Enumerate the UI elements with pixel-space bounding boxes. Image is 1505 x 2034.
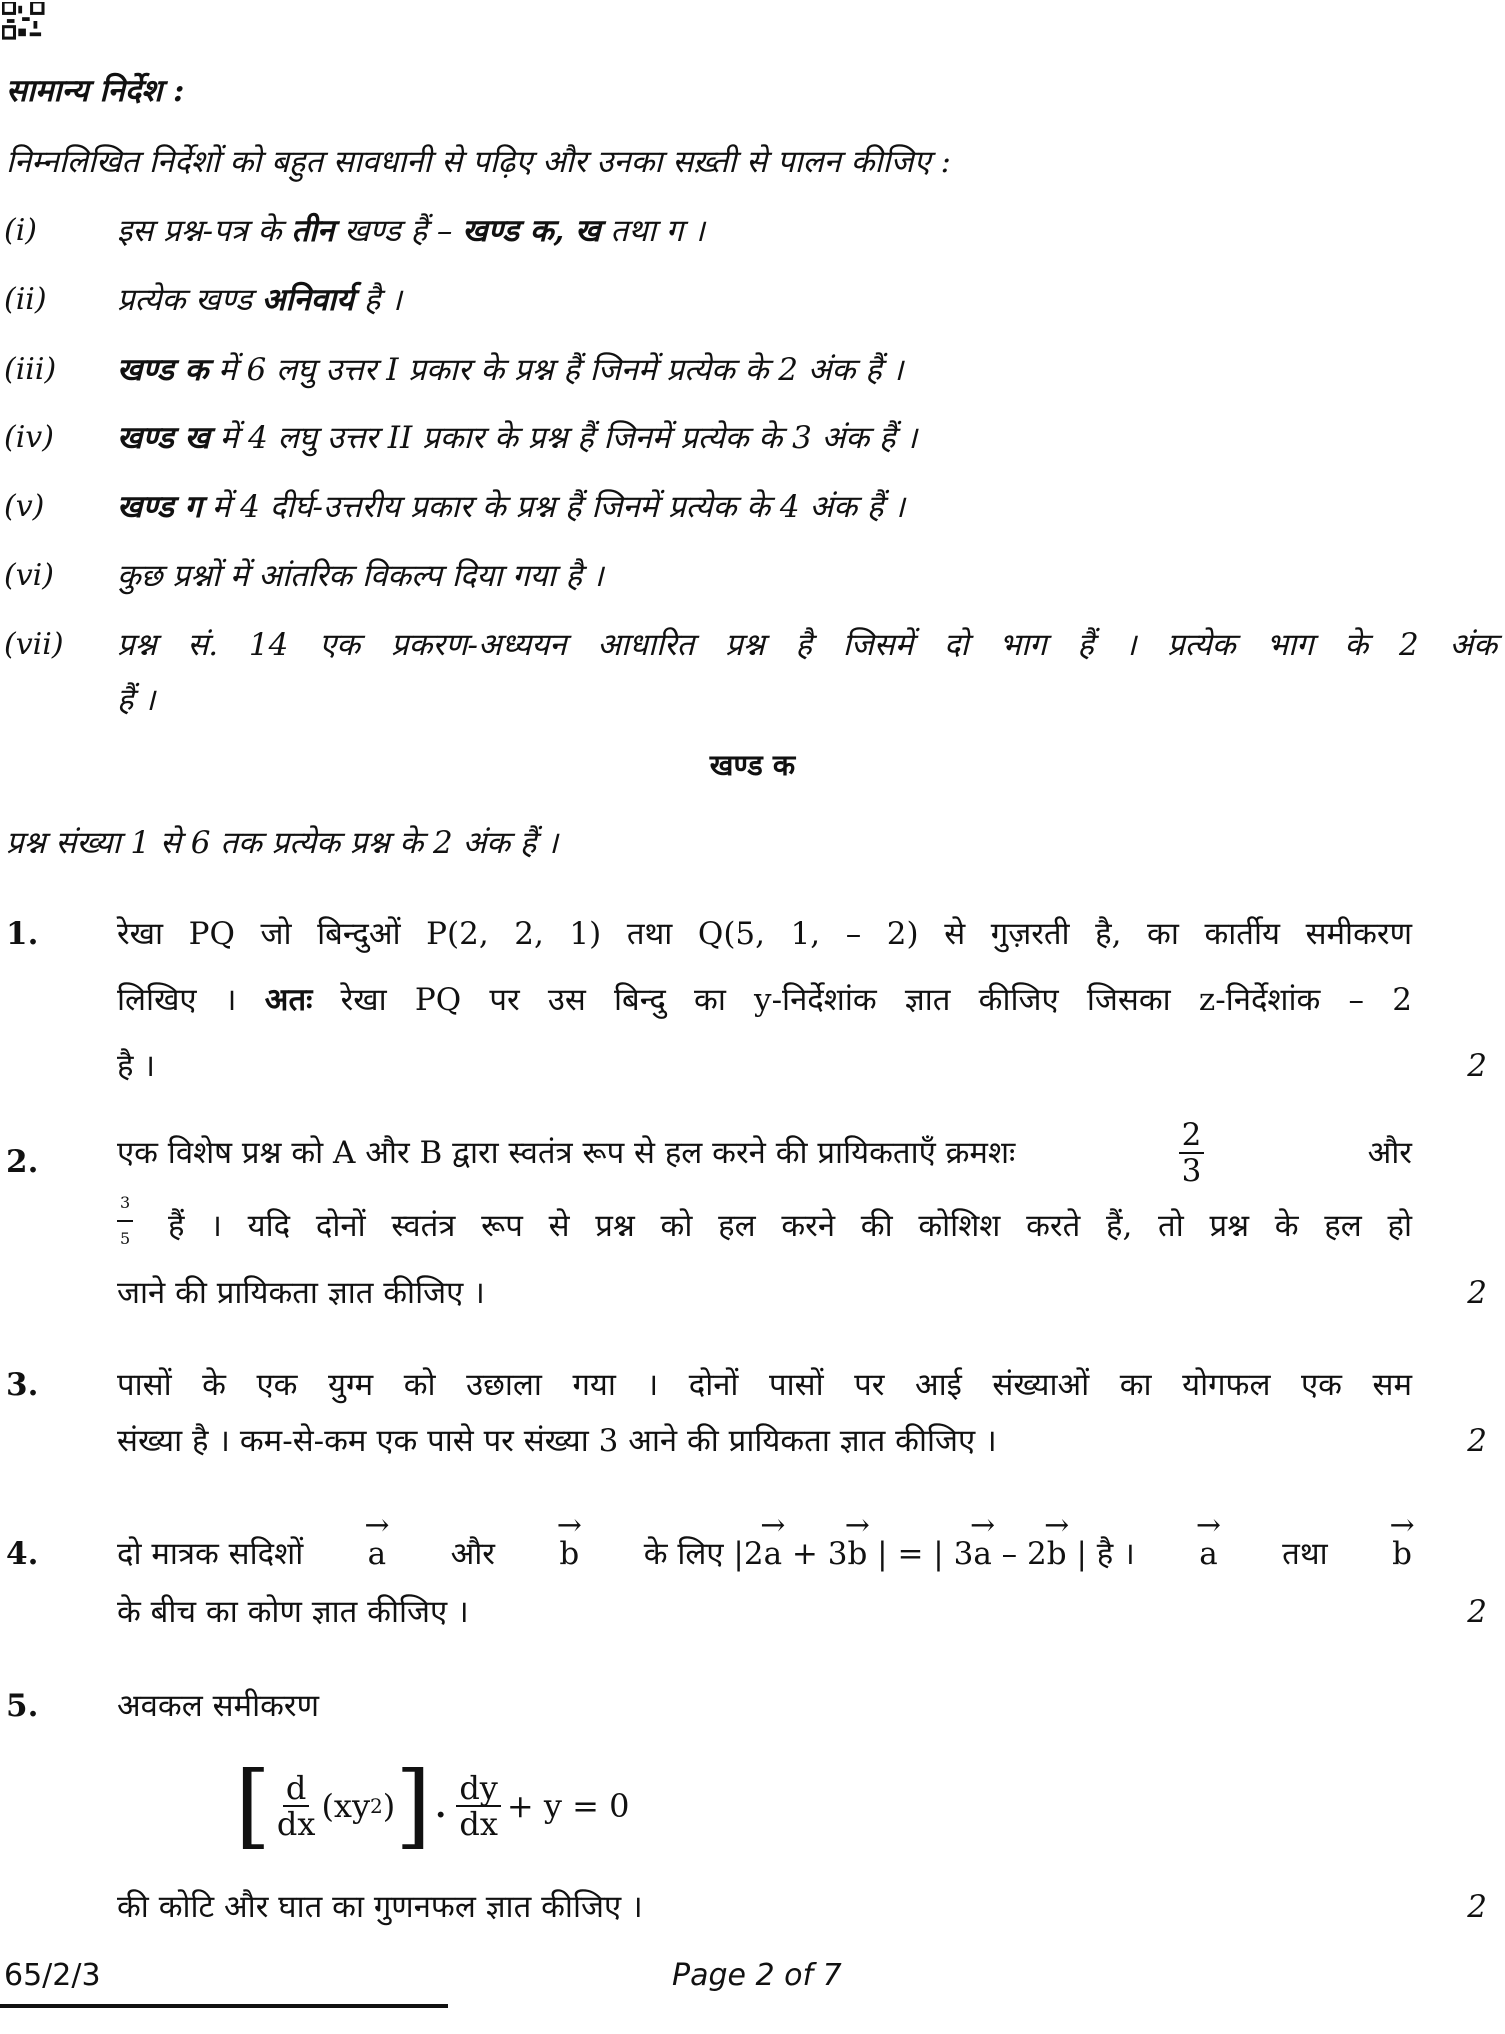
marks: 2 [1467,1048,1487,1084]
marks: 2 [1467,1275,1487,1311]
qr-code-icon [2,2,46,40]
marks: 2 [1467,1889,1487,1925]
footer-rule [0,2004,448,2008]
page-number: Page 2 of 7 [672,1958,842,1993]
paper-code: 65/2/3 [4,1958,101,1993]
marks: 2 [1467,1594,1487,1630]
fraction-2-3: $\frac{2}{3}$ [1179,1118,1205,1188]
general-instructions-title: सामान्य निर्देश : [6,73,185,109]
differential-equation: [ $\frac{d}{dx}$ (xy 2 ) ] . $\frac{dy}{dx}$ + y = 0 [235,1752,630,1859]
general-instructions-intro: निम्नलिखित निर्देशों को बहुत सावधानी से पढ़िए और उनका सख़्ती से पालन कीजिए : [6,144,951,180]
section-note: प्रश्न संख्या 1 से 6 तक प्रत्येक प्रश्न के 2 अंक हैं । [6,825,558,861]
marks: 2 [1467,1423,1487,1459]
fraction-3-5: $\frac{3}{5}$ [117,1186,133,1256]
section-title: खण्ड क [709,748,796,782]
